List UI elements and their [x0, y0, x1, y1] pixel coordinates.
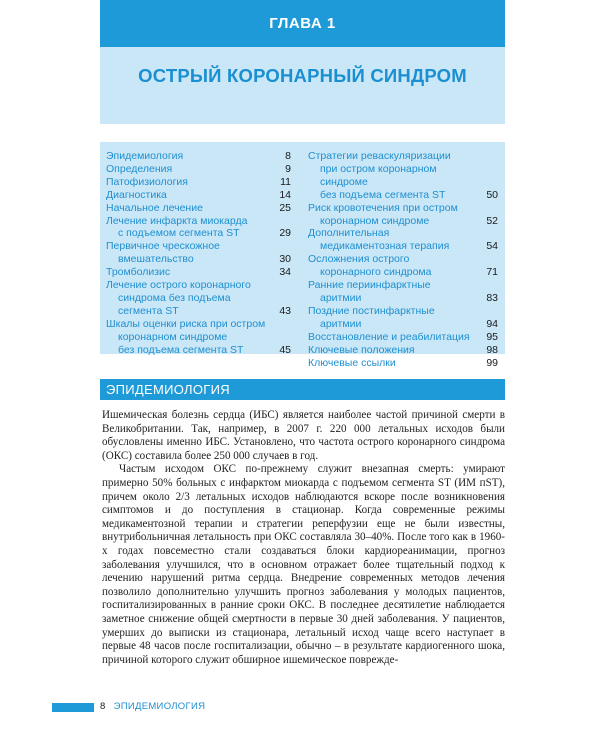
toc-item-label: [106, 163, 271, 176]
toc-item[interactable]: [106, 266, 291, 279]
toc-item[interactable]: [308, 344, 498, 357]
toc-item-label-line: Осложнения острого: [308, 253, 410, 266]
toc-item-page: 29: [279, 227, 291, 240]
toc-item-label-line: Восстановление и реабилитация: [308, 330, 470, 343]
toc-item[interactable]: [106, 176, 291, 189]
toc-item-label: [308, 305, 478, 331]
chapter-header: [100, 0, 505, 124]
toc-item[interactable]: [308, 150, 498, 202]
page-number: 8: [100, 701, 106, 712]
toc-item[interactable]: [308, 305, 498, 331]
toc-item[interactable]: [106, 318, 291, 357]
toc-item[interactable]: [308, 227, 498, 253]
toc-item-page: 11: [280, 175, 291, 188]
toc-column-left: [106, 150, 291, 357]
toc-item-page: 99: [486, 356, 498, 369]
toc-item-label-line: Риск кровотечения при остром: [308, 201, 458, 214]
toc-item-page: 25: [279, 201, 291, 214]
toc-item-page: 98: [486, 343, 498, 356]
toc-item-label-line: Первичное чрескожное: [106, 240, 220, 253]
toc-item-label-line: медикаментозная терапия: [320, 240, 450, 253]
toc-item-label-line: Ключевые положения: [308, 343, 415, 356]
toc-item-label-line: аритмии: [320, 291, 362, 304]
toc-item-label-line: Дополнительная: [308, 227, 390, 240]
toc-item[interactable]: [106, 215, 291, 241]
toc-item-label: [308, 331, 478, 344]
toc-item-label-line: аритмии: [320, 317, 362, 330]
toc-item[interactable]: [106, 240, 291, 266]
toc-item-label: [106, 176, 271, 189]
toc-item-label: [106, 279, 271, 318]
toc-item-label-line: Ключевые ссылки: [308, 356, 396, 369]
toc-item-label-line: при остром коронарном синдроме: [320, 162, 437, 188]
body-text: [102, 409, 505, 667]
toc-item-label: [106, 150, 271, 163]
chapter-label: ГЛАВА 1: [100, 0, 505, 47]
toc-item-page: 83: [486, 291, 498, 304]
toc-item-page: 54: [486, 240, 498, 253]
toc-item-label-line: Патофизиология: [106, 175, 188, 188]
toc-item[interactable]: [308, 202, 498, 228]
toc-item-label: [308, 344, 478, 357]
toc-item-label-line: Шкалы оценки риска при остром: [106, 317, 266, 330]
toc-item-label-line: коронарного синдрома: [320, 266, 432, 279]
toc-item-label: [308, 357, 478, 370]
toc-item[interactable]: [308, 357, 498, 370]
toc-item-label: [106, 240, 271, 266]
toc-item-label-line: Диагностика: [106, 188, 167, 201]
toc-item-label: [106, 189, 271, 202]
chapter-title: ОСТРЫЙ КОРОНАРНЫЙ СИНДРОМ: [138, 65, 467, 86]
toc-item[interactable]: [308, 253, 498, 279]
toc-item-page: 9: [285, 162, 291, 175]
toc-item[interactable]: [106, 202, 291, 215]
toc-item-page: 34: [279, 266, 291, 279]
running-title: ЭПИДЕМИОЛОГИЯ: [113, 701, 206, 712]
toc-item-page: 30: [279, 253, 291, 266]
toc-item-page: 45: [279, 343, 291, 356]
toc-item-label: [308, 150, 478, 202]
body-paragraph: Частым исходом ОКС по-прежнему служит внезапная смерть: умирают примерно 50% больных с инфарктом миокарда с подъемом сегмента ST (ИМ пST), причем около 2/3 летальных исходов наблюдаются вскоре после возникновения симптомов и до поступления в стационар. Когда современные режимы медикаментозной терапии и стратегии реперфузии еще не были известны, внутрибольничная летальность при ОКС составляла 30–40%. После того как в 1960-х годах повсеместно стали создаваться блоки кардиореанимации, прогноз заболевания улучшился, что в основном отражает более тщательный подход к лечению нарушений ритма сердца. Внедрение современных методов лечения позволило дополнительно улучшить прогноз заболевания у молодых пациентов, госпитализированных в ранние сроки ОКС. В последнее десятилетие наблюдается заметное снижение общей смертности в первые 30 дней заболевания. У пациентов, умерших до выписки из стационара, летальный исход чаще всего наступает в первые 48 часов после госпитализации, обычно – в результате кардиогенного шока, причиной которого служит обширное ишемическое поврежде-: [102, 463, 505, 666]
footer-accent-bar: [52, 703, 94, 712]
toc-item[interactable]: [308, 331, 498, 344]
toc-item-page: 14: [279, 188, 291, 201]
toc-item-label-line: Лечение инфаркта миокарда: [106, 214, 248, 227]
toc-item-page: 94: [486, 317, 498, 330]
toc-item-page: 95: [486, 330, 498, 343]
toc-item-label-line: с подъемом сегмента ST: [118, 227, 240, 240]
toc-item-page: 43: [279, 304, 291, 317]
toc-item-label-line: сегмента ST: [118, 304, 179, 317]
toc-item-label-line: без подъема сегмента ST: [320, 188, 446, 201]
table-of-contents: [100, 142, 505, 369]
toc-item-label-line: Начальное лечение: [106, 201, 203, 214]
toc-item-label: [308, 227, 478, 253]
toc-item-page: 50: [486, 188, 498, 201]
toc-item-label-line: Стратегии реваскуляризации: [308, 150, 451, 162]
toc-column-right: [308, 150, 498, 369]
toc-item-label-line: Тромболизис: [106, 266, 171, 279]
toc-item[interactable]: [106, 189, 291, 202]
toc-item-label: [106, 266, 271, 279]
toc-item-label: [106, 318, 271, 357]
page-footer: [100, 701, 205, 713]
toc-item-label: [308, 202, 478, 228]
toc-item[interactable]: [308, 279, 498, 305]
toc-item-page: 8: [285, 150, 291, 162]
toc-item-label: [106, 202, 271, 215]
body-paragraph: Ишемическая болезнь сердца (ИБС) является наиболее частой причиной смерти в Великобритании. Так, например, в 2007 г. 220 000 летальных исходов были обусловлены именно ИБС. Установлено, что частота острого коронарного синдрома (ОКС) составила более 250 000 случаев в год.: [102, 409, 505, 462]
toc-item-label-line: коронарном синдроме: [320, 214, 430, 227]
toc-item-label: [106, 215, 271, 241]
toc-item-label-line: без подъема сегмента ST: [118, 343, 244, 356]
toc-item-label-line: коронарном синдроме: [118, 330, 228, 343]
section-heading: ЭПИДЕМИОЛОГИЯ: [100, 379, 505, 400]
toc-item-label-line: Поздние постинфарктные: [308, 304, 435, 317]
toc-item-page: 52: [486, 214, 498, 227]
toc-item-label: [308, 279, 478, 305]
toc-item-label-line: Лечение острого коронарного: [106, 279, 251, 292]
toc-item-label-line: Эпидемиология: [106, 150, 184, 162]
toc-item[interactable]: [106, 150, 291, 163]
toc-item[interactable]: [106, 279, 291, 318]
toc-item-label-line: Определения: [106, 162, 173, 175]
toc-item[interactable]: [106, 163, 291, 176]
toc-item-label-line: вмешательство: [118, 253, 194, 266]
toc-item-page: 71: [486, 266, 498, 279]
toc-item-label: [308, 253, 478, 279]
toc-item-label-line: Ранние периинфарктные: [308, 279, 431, 292]
toc-item-label-line: синдрома без подъема: [118, 291, 231, 304]
